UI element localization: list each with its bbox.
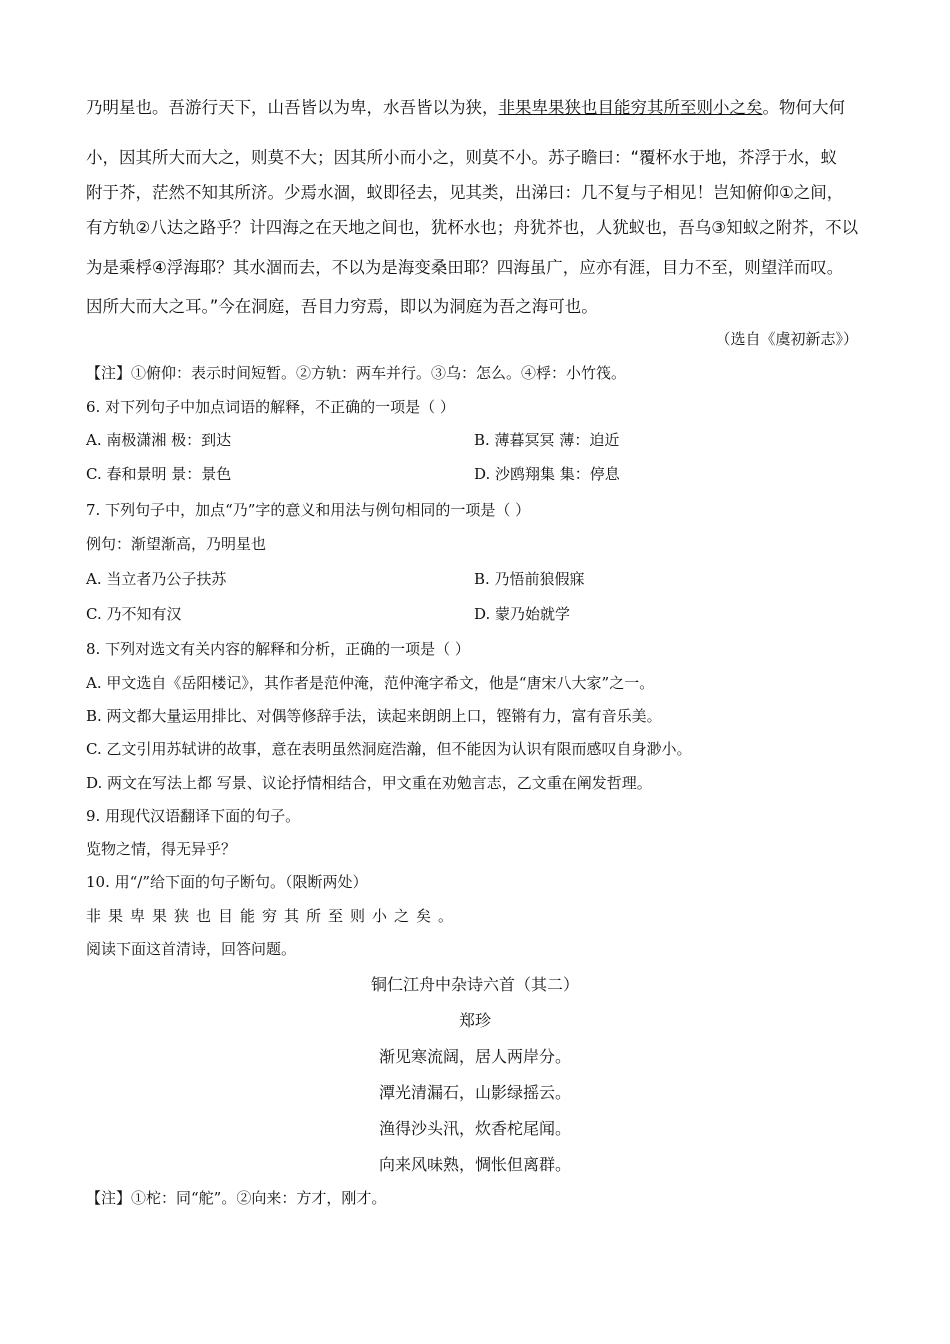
question-6-option-a: A. 南极潇湘 极：到达	[86, 431, 232, 449]
poem-line-3: 渔得沙头汛，炊香柁尾闻。	[378, 1119, 571, 1138]
passage-line-1: 乃明星也。吾游行天下，山吾皆以为卑，水吾皆以为狭，非果卑果狭也目能穷其所至则小之矣。物何大何	[86, 98, 845, 117]
passage-source: （选自《虞初新志》）	[715, 330, 858, 348]
underlined-sentence: 非果卑果狭也目能穷其所至则小之矣	[498, 98, 763, 117]
poem-title: 铜仁江舟中杂诗六首（其二）	[370, 975, 579, 994]
passage-line-4: 有方轨②八达之路乎？计四海之在天地之间也，犹杯水也；舟犹芥也，人犹蚁也，吾乌③知蚁之附芥，不以	[86, 218, 859, 237]
passage-line-5: 为是乘桴④浮海耶？其水涸而去，不以为是海变桑田耶？四海虽广，应亦有涯，目力不至，则望洋而叹。	[86, 258, 844, 277]
passage-line-3: 附于芥，茫然不知其所济。少焉水涸，蚁即径去，见其类，出涕曰：几不复与子相见！岂知俯仰①之间，	[86, 183, 844, 202]
poem-line-4: 向来风味熟，惆怅但离群。	[378, 1155, 571, 1174]
question-8-option-d: D. 两文在写法上都 写景、议论抒情相结合，甲文重在劝勉言志，乙文重在阐发哲理。	[86, 774, 652, 792]
question-7-option-b: B. 乃悟前狼假寐	[474, 570, 585, 588]
note-2: 【注】①柁：同“舵”。②向来：方才，刚才。	[86, 1189, 387, 1207]
question-6-stem: 6. 对下列句子中加点词语的解释，不正确的一项是（ ）	[86, 398, 455, 416]
poem-line-1: 渐见寒流阔，居人两岸分。	[378, 1047, 571, 1066]
question-10-sentence: 非果卑果狭也目能穷其所至则小之矣。	[86, 907, 461, 925]
poem-line-2: 潭光清漏石，山影绿摇云。	[378, 1083, 571, 1102]
question-8-option-b: B. 两文都大量运用排比、对偶等修辞手法，读起来朗朗上口，铿锵有力，富有音乐美。	[86, 707, 662, 725]
question-8-option-c: C. 乙文引用苏轼讲的故事，意在表明虽然洞庭浩瀚，但不能因为认识有限而感叹自身渺小。	[86, 740, 692, 758]
poem-intro: 阅读下面这首清诗，回答问题。	[86, 940, 297, 958]
question-7-option-d: D. 蒙乃始就学	[474, 605, 571, 623]
question-10-stem: 10. 用“/”给下面的句子断句。（限断两处）	[86, 873, 368, 891]
question-7-option-a: A. 当立者乃公子扶苏	[86, 570, 227, 588]
question-6-option-c: C. 春和景明 景：景色	[86, 465, 232, 483]
question-6-option-b: B. 薄暮冥冥 薄：迫近	[474, 431, 620, 449]
passage-line-2: 小，因其所大而大之，则莫不大；因其所小而小之，则莫不小。苏子瞻曰：“覆杯水于地，芥浮于水，蚁	[86, 148, 838, 167]
question-7-example: 例句：渐望渐高，乃明星也	[86, 535, 267, 553]
question-9-stem: 9. 用现代汉语翻译下面的句子。	[86, 807, 301, 825]
question-7-stem: 7. 下列句子中，加点“乃”字的意义和用法与例句相同的一项是（ ）	[86, 501, 531, 519]
passage-line-6: 因所大而大之耳。”今在洞庭，吾目力穷焉，即以为洞庭为吾之海可也。	[86, 297, 598, 316]
question-6-option-d: D. 沙鸥翔集 集：停息	[474, 465, 620, 483]
question-9-sentence: 览物之情，得无异乎？	[86, 840, 237, 858]
poem-author: 郑珍	[458, 1011, 491, 1030]
question-8-stem: 8. 下列对选文有关内容的解释和分析，正确的一项是（ ）	[86, 640, 470, 658]
question-8-option-a: A. 甲文选自《岳阳楼记》，其作者是范仲淹，范仲淹字希文，他是“唐宋八大家”之一。	[86, 674, 655, 692]
question-7-option-c: C. 乃不知有汉	[86, 605, 182, 623]
note-1: 【注】①俯仰：表示时间短暂。②方轨：两车并行。③乌：怎么。④桴：小竹筏。	[86, 364, 627, 382]
